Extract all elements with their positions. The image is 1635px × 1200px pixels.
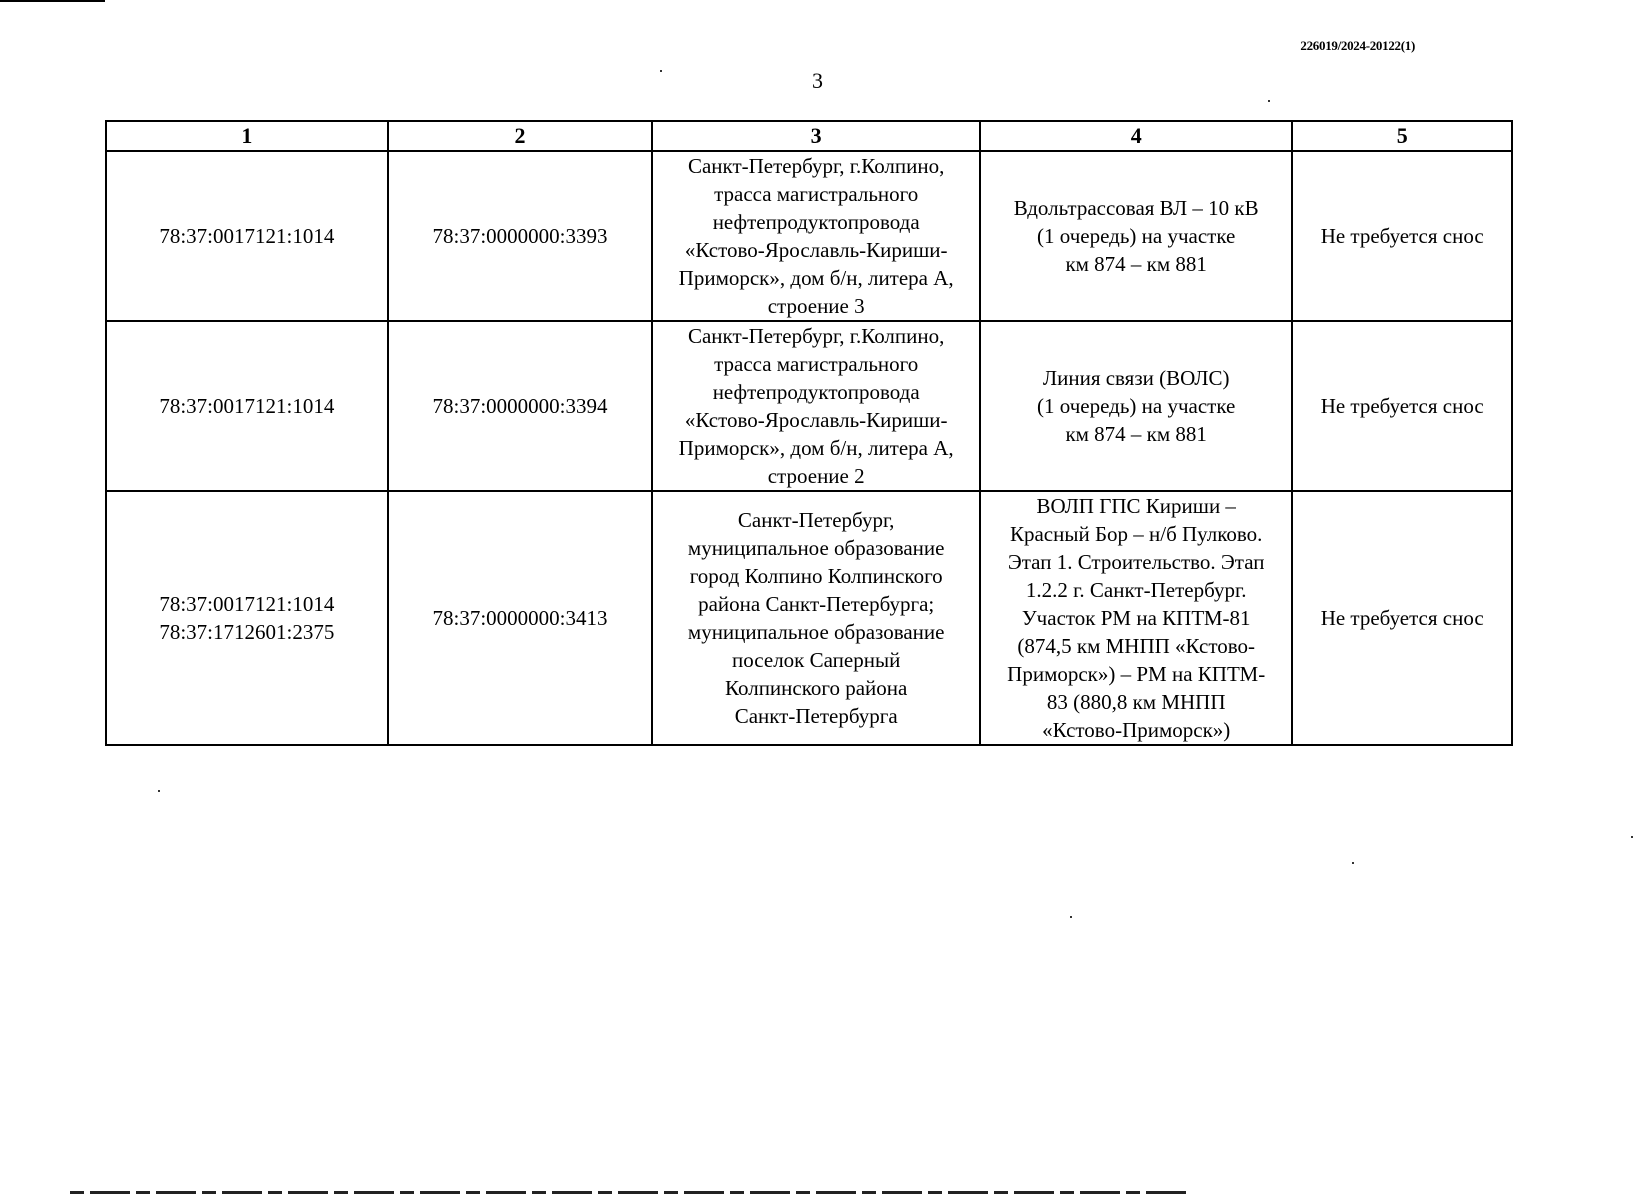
object-number-cell: [388, 321, 653, 491]
column-header: 2: [388, 121, 653, 151]
object-name-cell: [980, 491, 1292, 745]
object-number-cell: [388, 151, 653, 321]
column-header: 3: [652, 121, 980, 151]
address: Санкт-Петербург, г.Колпино, трасса магистрального нефтепродуктопровода «Кстово-Ярославль-Кириши- Приморск», дом б/н, литера А, строение 3: [678, 154, 954, 318]
object-name: ВОЛП ГПС Кириши – Красный Бор – н/б Пулково. Этап 1. Строительство. Этап 1.2.2 г. Санкт-Петербург. Участок РМ на КПТМ-81 (874,5 км МНПП «Кстово- Приморск») – РМ на КПТМ- 83 (880,8 км МНПП «Кстово-Приморск»): [1007, 494, 1266, 742]
scan-bottom-edge: [70, 1191, 1190, 1194]
demolition-status: Не требуется снос: [1320, 606, 1484, 630]
scan-speck: [1352, 862, 1354, 864]
scan-speck: [1268, 100, 1270, 102]
page-number: 3: [812, 68, 823, 93]
land-plot-number: 78:37:0017121:1014: [159, 394, 335, 418]
object-name: Вдольтрассовая ВЛ – 10 кВ (1 очередь) на участке км 874 – км 881: [1013, 196, 1259, 276]
land-plot-number-cell: [106, 491, 388, 745]
object-name: Линия связи (ВОЛС) (1 очередь) на участке км 874 – км 881: [1037, 366, 1236, 446]
object-number: 78:37:0000000:3413: [432, 606, 608, 630]
address: Санкт-Петербург, г.Колпино, трасса магистрального нефтепродуктопровода «Кстово-Ярославль-Кириши- Приморск», дом б/н, литера А, строение 2: [678, 324, 954, 488]
demolition-status: Не требуется снос: [1320, 394, 1484, 418]
scan-speck: [1631, 836, 1633, 838]
table-row: [106, 321, 1512, 491]
demolition-status-cell: [1292, 491, 1512, 745]
object-name-cell: [980, 151, 1292, 321]
scan-edge-rule: [0, 0, 105, 2]
object-number: 78:37:0000000:3393: [432, 224, 608, 248]
demolition-status-cell: [1292, 151, 1512, 321]
object-name-cell: [980, 321, 1292, 491]
address-cell: [652, 491, 980, 745]
object-number-cell: [388, 491, 653, 745]
scan-speck: [660, 70, 662, 72]
column-header: 5: [1292, 121, 1512, 151]
objects-table: [105, 120, 1513, 746]
land-plot-number-cell: [106, 151, 388, 321]
land-plot-number-cell: [106, 321, 388, 491]
document-number: 226019/2024-20122(1): [1300, 38, 1415, 53]
table-row: [106, 491, 1512, 745]
object-number: 78:37:0000000:3394: [432, 394, 608, 418]
column-header: 1: [106, 121, 388, 151]
scan-speck: [158, 790, 160, 792]
demolition-status: Не требуется снос: [1320, 224, 1484, 248]
address-cell: [652, 151, 980, 321]
address-cell: [652, 321, 980, 491]
demolition-status-cell: [1292, 321, 1512, 491]
land-plot-number: 78:37:0017121:1014 78:37:1712601:2375: [159, 592, 335, 644]
address: Санкт-Петербург, муниципальное образование город Колпино Колпинского района Санкт-Петербурга; муниципальное образование поселок Саперный Колпинского района Санкт-Петербурга: [687, 508, 945, 728]
land-plot-number: 78:37:0017121:1014: [159, 224, 335, 248]
column-header: 4: [980, 121, 1292, 151]
scan-speck: [1070, 916, 1072, 918]
table-header-row: [106, 121, 1512, 151]
table-row: [106, 151, 1512, 321]
